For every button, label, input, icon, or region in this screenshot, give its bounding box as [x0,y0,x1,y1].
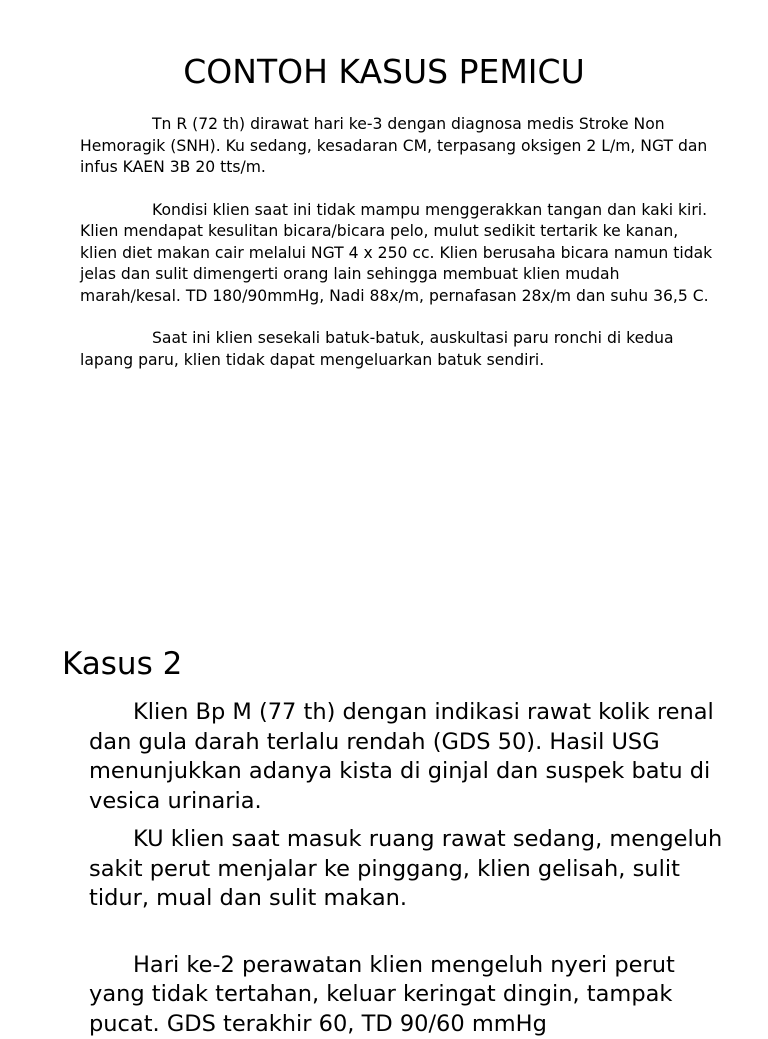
slide-1-body [80,114,720,371]
case-2-paragraph-3: Hari ke-2 perawatan klien mengeluh nyeri perut yang tidak tertahan, keluar keringat dingin, tampak pucat. GDS terakhir 60, TD 90/60 mmHg [89,951,729,1039]
case-2-paragraph-1: Klien Bp M (77 th) dengan indikasi rawat kolik renal dan gula darah terlalu rendah (GDS 50). Hasil USG menunjukkan adanya kista di ginjal dan suspek batu di vesica urinaria. [89,698,729,816]
slide-title: CONTOH KASUS PEMICU [0,52,768,91]
case-paragraph-3: Saat ini klien sesekali batuk-batuk, auskultasi paru ronchi di kedua lapang paru, klien tidak dapat mengeluarkan batuk sendiri. [80,328,720,371]
slide-2-body [89,698,729,1039]
case-paragraph-1: Tn R (72 th) dirawat hari ke-3 dengan diagnosa medis Stroke Non Hemoragik (SNH). Ku sedang, kesadaran CM, terpasang oksigen 2 L/m, NGT dan infus KAEN 3B 20 tts/m. [80,114,720,179]
slide-2 [0,620,768,1024]
slide-heading: Kasus 2 [62,646,182,682]
case-2-paragraph-2: KU klien saat masuk ruang rawat sedang, mengeluh sakit perut menjalar ke pinggang, klien gelisah, sulit tidur, mual dan sulit makan. [89,825,729,914]
case-paragraph-2: Kondisi klien saat ini tidak mampu menggerakkan tangan dan kaki kiri. Klien mendapat kesulitan bicara/bicara pelo, mulut sedikit tertarik ke kanan, klien diet makan cair melalui NGT 4 x 250 cc. Klien berusaha bicara namun tidak jelas dan sulit dimengerti orang lain sehingga membuat klien mudah marah/kesal. TD 180/90mmHg, Nadi 88x/m, pernafasan 28x/m dan suhu 36,5 C. [80,200,720,308]
